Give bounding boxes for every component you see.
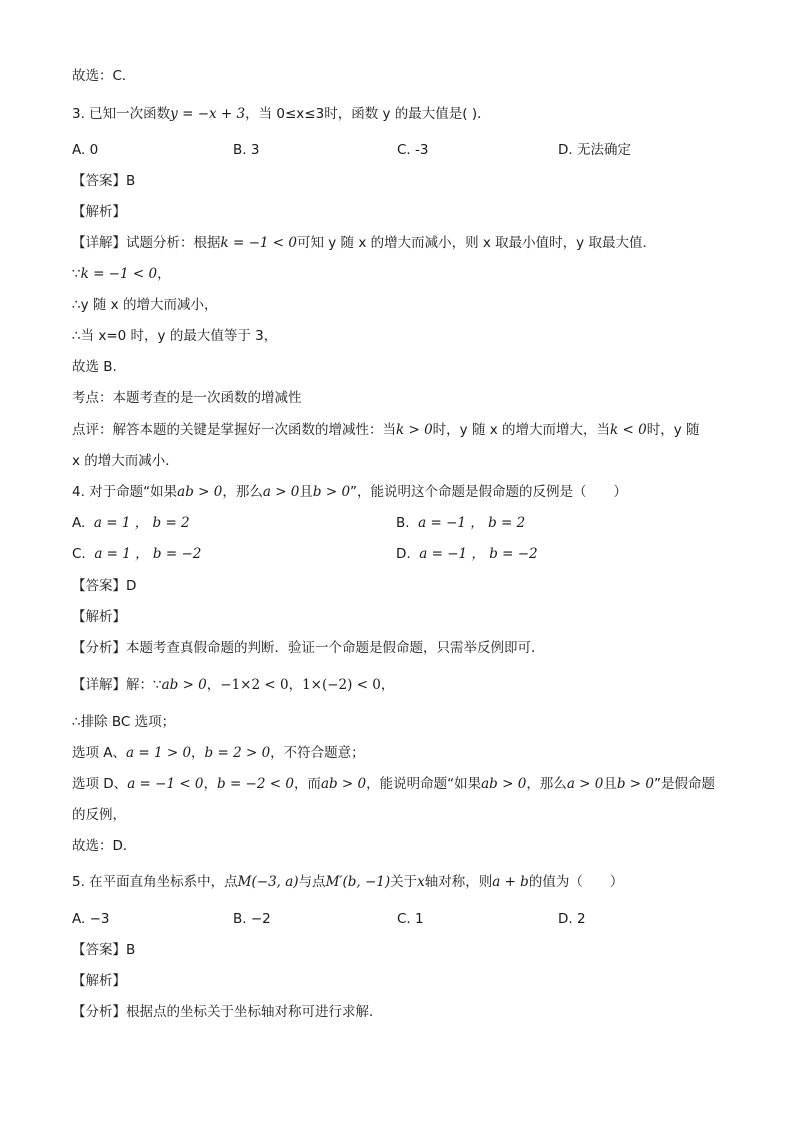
q3-comment-mid: 时，y 随 x 的增大而增大，当 <box>432 422 611 438</box>
q5-stem-suffix: 的值为（ ） <box>528 874 624 890</box>
q3-kaodian-text: 考点：本题考查的是一次函数的增减性 <box>72 390 302 406</box>
q3-comment-prefix: 点评：解答本题的关键是掌握好一次函数的增减性：当 <box>72 422 396 438</box>
q4-stem-suffix: ”，能说明这个命题是假命题的反例是（ ） <box>350 484 628 500</box>
q4-optD-math-2: b = −2 < 0 <box>217 776 294 792</box>
q3-analysis-heading: 【解析】 <box>72 204 126 220</box>
q2-conclusion <box>72 66 135 86</box>
q4-exclude <box>72 712 175 732</box>
q3-answer <box>72 171 135 191</box>
q4-detail-sep-1: ， <box>206 677 221 693</box>
q3-because-math: k = −1 < 0 <box>80 266 158 282</box>
q3-option-d: D. 无法确定 <box>558 142 631 158</box>
q4-optD-mid-2: ，能说明命题“如果 <box>366 776 482 792</box>
q4-stem-prefix: 4. 对于命题“如果 <box>72 484 178 500</box>
q3-because <box>72 264 171 284</box>
q4-stem-math-1: ab > 0 <box>177 484 223 500</box>
q4-optD-suffix: ”是假命题 <box>653 776 715 792</box>
q5-option-b: B. −2 <box>233 911 271 927</box>
q4-stem <box>72 482 627 502</box>
q3-kaodian <box>72 388 302 408</box>
q3-detail-math: k = −1 < 0 <box>220 235 297 251</box>
q3-options <box>72 140 722 160</box>
q5-analysis-heading: 【解析】 <box>72 973 126 989</box>
q5-stem-mid-1: 与点 <box>298 874 326 890</box>
q4-optA-sep: ， <box>191 745 205 761</box>
q5-stem-mid-2: 关于 <box>390 874 418 890</box>
q5-option-a: A. −3 <box>72 911 110 927</box>
because-symbol: ∵ <box>72 266 81 282</box>
q4-detail-math-3: 1×(−2) < 0 <box>302 677 381 693</box>
q5-answer <box>72 940 135 960</box>
q4-detail-sep-2: ， <box>288 677 303 693</box>
q3-therefore-1 <box>72 295 217 315</box>
q4-options-row-2 <box>72 544 722 564</box>
q5-option-c: C. 1 <box>397 911 424 927</box>
q4-options-row-1 <box>72 513 722 533</box>
q4-stem-mid-2: 且 <box>299 484 313 500</box>
q4-option-d-check-line-2 <box>72 805 126 825</box>
q4-option-d-check <box>72 774 715 794</box>
q4-option-a-label: A. <box>72 515 86 531</box>
q3-comment-math-1: k > 0 <box>396 422 433 438</box>
q3-conclusion-text: 故选 B. <box>72 359 117 375</box>
q4-analysis <box>72 607 126 627</box>
q4-option-a <box>72 513 190 533</box>
q4-optD-sep: ， <box>203 776 218 792</box>
q3-therefore-2 <box>72 326 277 346</box>
q4-option-d-label: D. <box>396 546 411 562</box>
q2-conclusion-text: 故选：C． <box>72 68 136 84</box>
q3-detail-suffix: 可知 y 随 x 的增大而减小，则 x 取最小值时，y 取最大值． <box>296 235 656 251</box>
q5-stem-math-3: x <box>417 874 425 890</box>
q4-option-c-math: a = 1 ， b = −2 <box>94 546 202 562</box>
q5-analysis <box>72 971 126 991</box>
q4-fenxi-text: 【分析】本题考查真假命题的判断．验证一个命题是假命题，只需举反例即可． <box>72 640 545 656</box>
q4-detail-end: ， <box>380 677 395 693</box>
q4-option-c <box>72 544 201 564</box>
q4-option-b-math: a = −1 ， b = 2 <box>418 515 526 531</box>
q5-stem-math-4: a + b <box>492 874 529 890</box>
q4-optA-suffix: ，不符合题意； <box>270 745 365 761</box>
q4-exclude-text: ∴排除 BC 选项； <box>72 714 176 730</box>
q4-optD-prefix: 选项 D、 <box>72 776 128 792</box>
q4-detail-math-1: ab > 0 <box>161 677 207 693</box>
q4-option-b-label: B. <box>396 515 410 531</box>
q4-analysis-heading: 【解析】 <box>72 609 126 625</box>
q4-detail-prefix: 【详解】解：∵ <box>72 677 162 693</box>
q5-option-d: D. 2 <box>558 911 586 927</box>
q3-therefore-1-text: ∴y 随 x 的增大而减小， <box>72 297 218 313</box>
q4-fenxi <box>72 638 545 658</box>
q4-optA-math-1: a = 1 > 0 <box>126 745 192 761</box>
q4-conclusion-text: 故选：D． <box>72 838 137 854</box>
q5-stem-math-2: M′(b, −1) <box>325 874 391 890</box>
q3-comment-suffix: 时，y 随 <box>646 422 700 438</box>
q4-optA-prefix: 选项 A、 <box>72 745 127 761</box>
q5-stem-math-1: M(−3, a) <box>237 874 299 890</box>
q3-stem-suffix: ，当 0≤x≤3时，函数 y 的最大值是( )． <box>245 106 491 122</box>
q4-option-b <box>396 513 525 533</box>
q4-option-c-label: C. <box>72 546 86 562</box>
q4-optA-math-2: b = 2 > 0 <box>204 745 271 761</box>
q4-optD-math-4: ab > 0 <box>481 776 527 792</box>
q3-option-b: B. 3 <box>233 142 260 158</box>
q5-stem-prefix: 5. 在平面直角坐标系中，点 <box>72 874 238 890</box>
q5-options <box>72 909 722 929</box>
q4-conclusion <box>72 836 136 856</box>
q4-answer-text: 【答案】D <box>72 578 137 594</box>
q3-detail <box>72 233 656 253</box>
q5-stem-mid-3: 轴对称，则 <box>424 874 493 890</box>
q4-option-d <box>396 544 538 564</box>
q4-option-a-math: a = 1 ， b = 2 <box>93 515 190 531</box>
q4-stem-math-2: a > 0 <box>262 484 300 500</box>
q4-optD-mid: ，而 <box>293 776 321 792</box>
q3-option-a: A. 0 <box>72 142 99 158</box>
q4-optD-math-5: a > 0 <box>566 776 604 792</box>
q4-option-d-math: a = −1 ， b = −2 <box>419 546 538 562</box>
q3-conclusion <box>72 357 117 377</box>
q4-optD-mid-4: 且 <box>603 776 617 792</box>
q3-comment-line-2-text: x 的增大而减小． <box>72 453 179 469</box>
q3-stem-function: y = −x + 3 <box>170 106 246 122</box>
q3-analysis <box>72 202 126 222</box>
q3-comment <box>72 420 699 440</box>
q4-detail <box>72 675 394 695</box>
q4-stem-math-3: b > 0 <box>312 484 351 500</box>
q3-detail-prefix: 【详解】试题分析：根据 <box>72 235 221 251</box>
q3-stem-prefix: 3. 已知一次函数 <box>72 106 171 122</box>
q4-optD-math-6: b > 0 <box>616 776 654 792</box>
q4-option-a-check <box>72 743 365 763</box>
q5-fenxi <box>72 1002 383 1022</box>
q3-comment-math-2: k < 0 <box>610 422 647 438</box>
q4-optD-math-1: a = −1 < 0 <box>127 776 204 792</box>
q3-answer-text: 【答案】B <box>72 173 136 189</box>
q3-stem <box>72 104 491 124</box>
q5-fenxi-text: 【分析】根据点的坐标关于坐标轴对称可进行求解． <box>72 1004 383 1020</box>
q4-detail-math-2: −1×2 < 0 <box>220 677 289 693</box>
q5-stem <box>72 872 623 892</box>
q3-therefore-2-text: ∴当 x=0 时，y 的最大值等于 3， <box>72 328 278 344</box>
q3-because-end: ， <box>157 266 171 282</box>
q4-optD-math-3: ab > 0 <box>320 776 367 792</box>
q3-option-c: C. -3 <box>397 142 429 158</box>
q5-answer-text: 【答案】B <box>72 942 136 958</box>
q4-stem-mid-1: ，那么 <box>222 484 263 500</box>
q3-comment-line-2 <box>72 451 179 471</box>
q4-optD-line-2-text: 的反例， <box>72 807 126 823</box>
q4-optD-mid-3: ，那么 <box>526 776 567 792</box>
q4-answer <box>72 576 136 596</box>
